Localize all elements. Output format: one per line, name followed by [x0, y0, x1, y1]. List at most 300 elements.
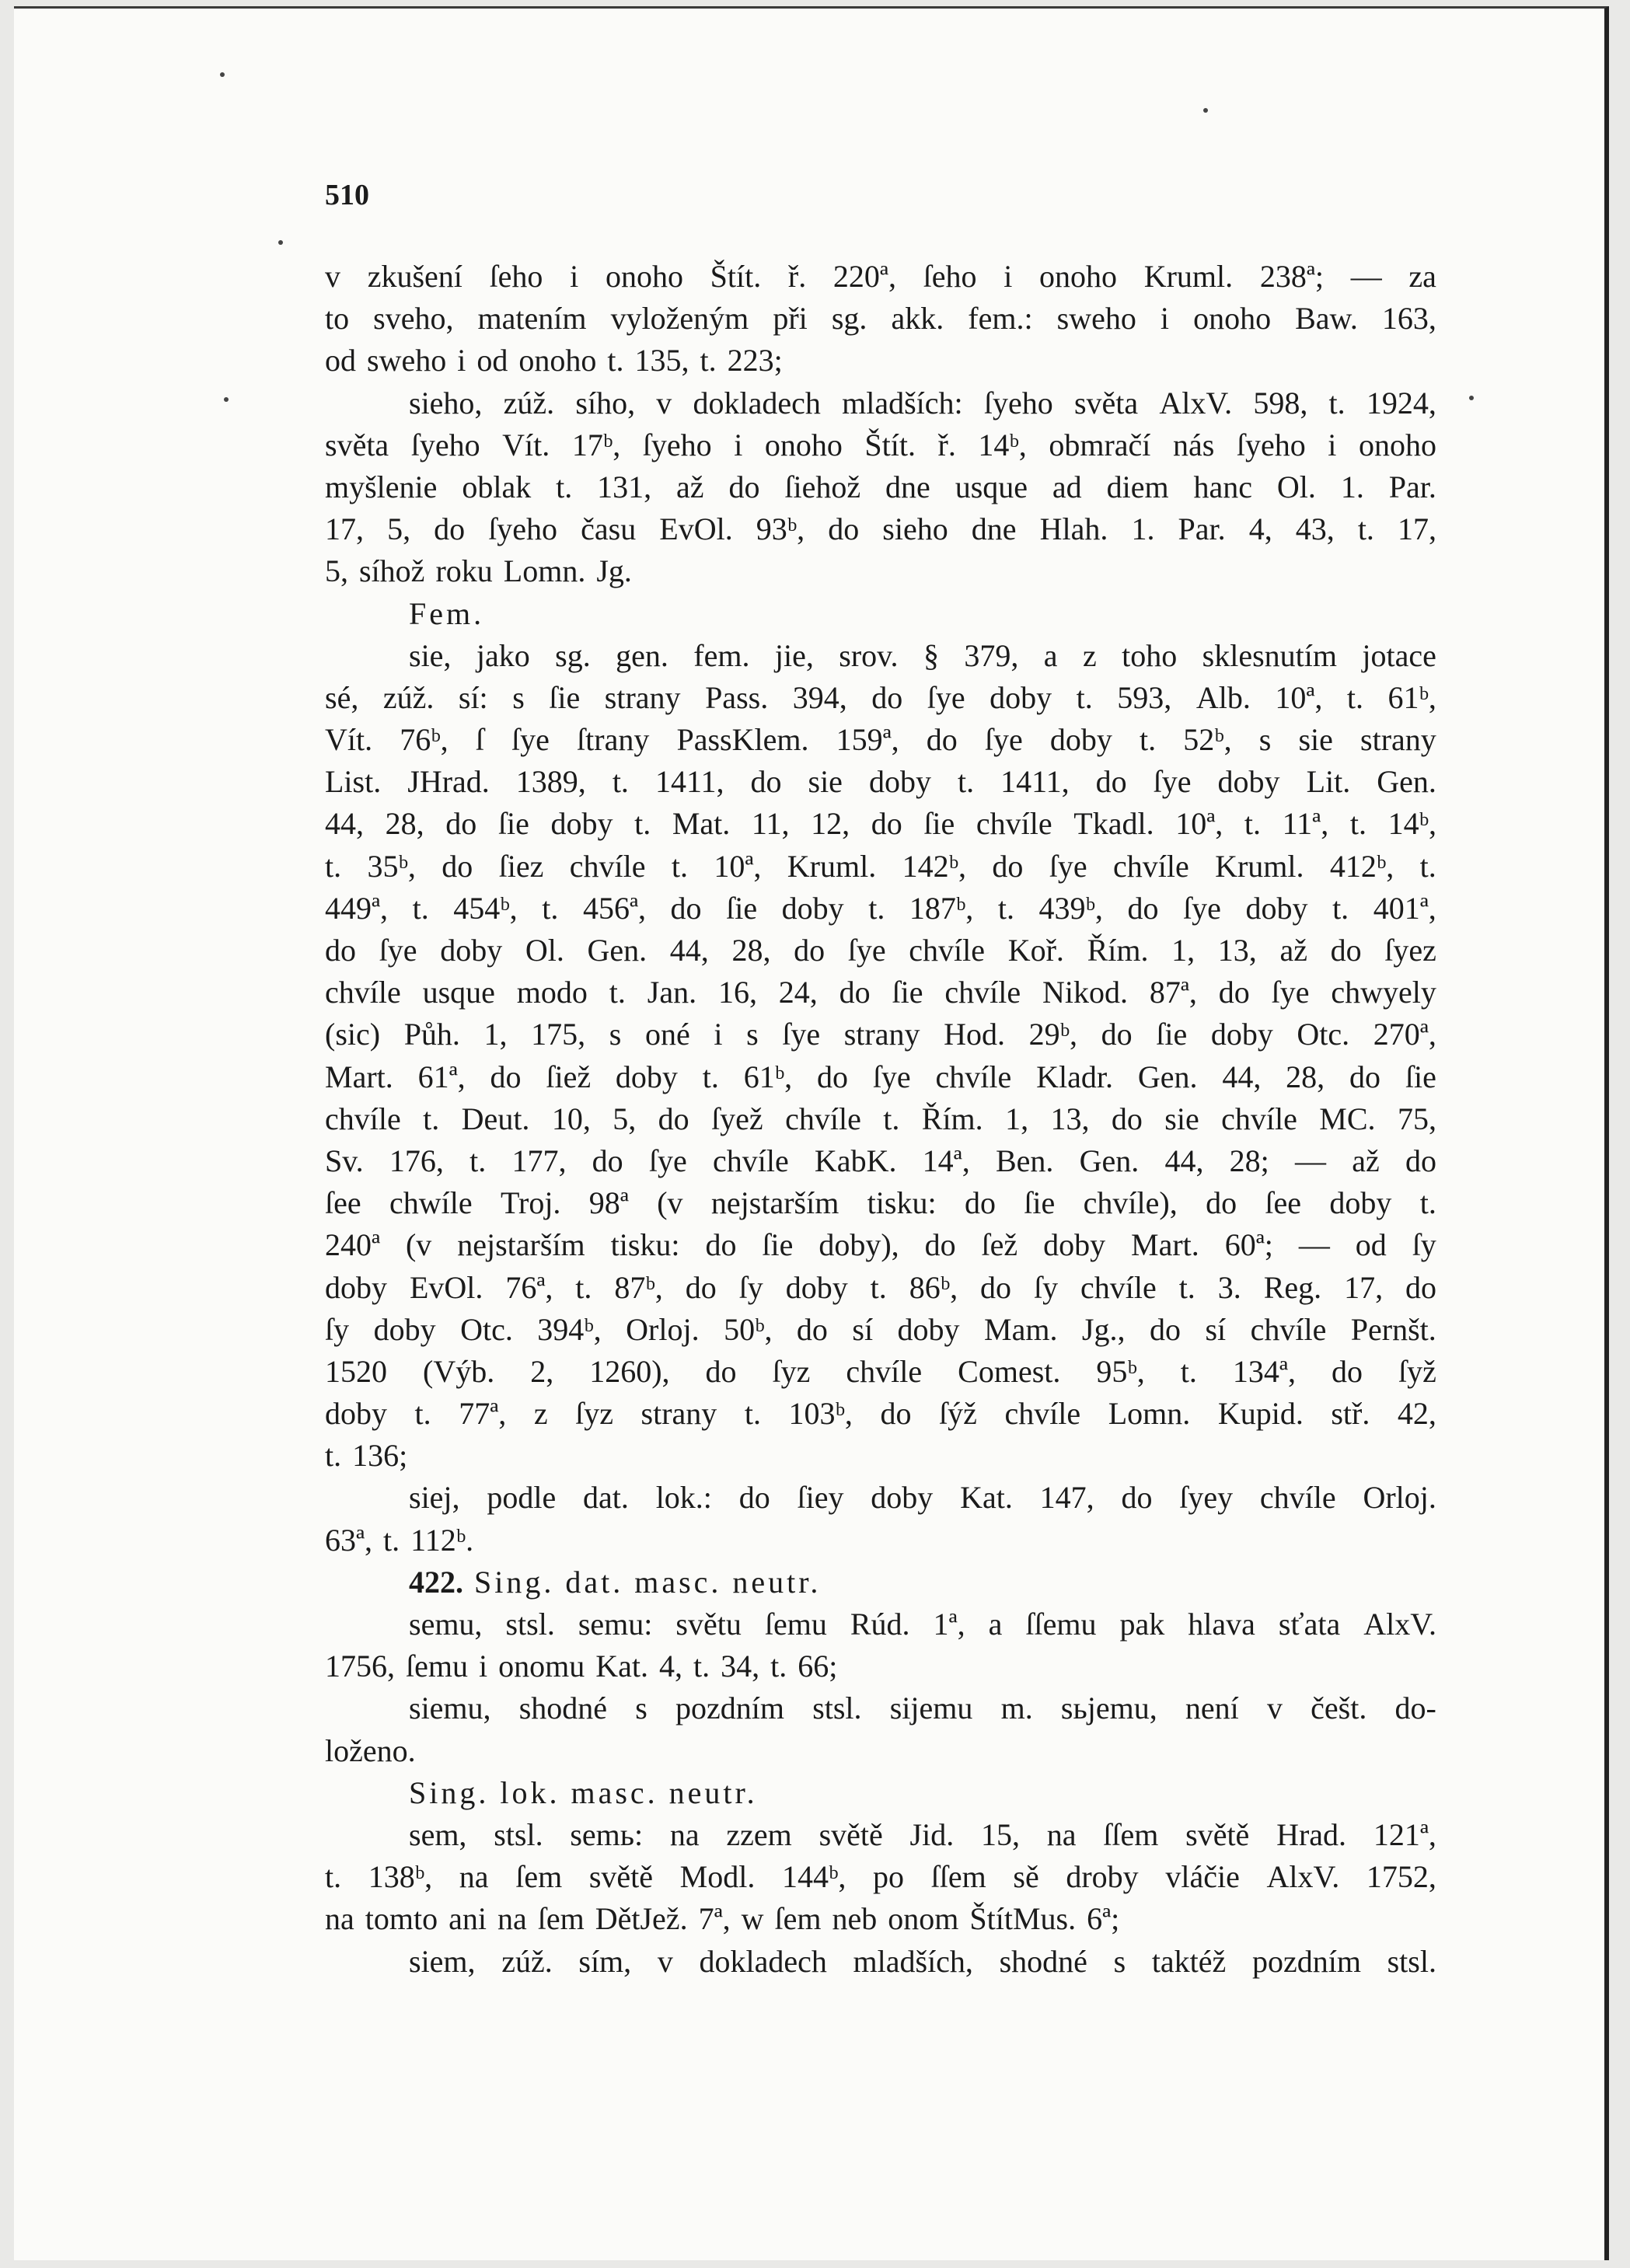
word: 44, [1164, 1143, 1204, 1178]
word: AlxV. [1266, 1859, 1340, 1895]
word: zkušení [367, 259, 462, 294]
word: 449ª, [325, 890, 389, 926]
word: 28; [1229, 1143, 1269, 1178]
word: onoho [1193, 301, 1272, 337]
word: t. [609, 975, 626, 1010]
word: doby [1245, 890, 1308, 926]
word: onoho [764, 427, 843, 462]
word: t. [1357, 511, 1374, 547]
word: ſyez [1384, 933, 1436, 968]
word: 412ᵇ, [1329, 848, 1394, 884]
word: Otc. [460, 1311, 513, 1347]
word: do [992, 848, 1024, 884]
word: Jg., [1081, 1311, 1126, 1347]
word: 598, [1253, 385, 1308, 420]
word: 1924, [1366, 385, 1436, 420]
word: usque [422, 975, 495, 1010]
word: t. [1419, 1185, 1436, 1221]
word: do [871, 806, 902, 842]
word: 1. [1131, 511, 1155, 547]
word: doby [1210, 1017, 1273, 1052]
text-line [325, 803, 1436, 845]
word: do [880, 1396, 912, 1432]
word: na [669, 1816, 700, 1852]
word: 1520 [325, 1353, 387, 1389]
word: sem, [409, 1816, 467, 1852]
word: 86ᵇ, [909, 1269, 958, 1305]
word: do [1206, 1185, 1237, 1221]
word: 134ª, [1232, 1353, 1296, 1389]
word: 93ᵇ, [756, 511, 805, 547]
word: Štít. [864, 427, 916, 462]
word: ſem [774, 1901, 822, 1937]
word: 454ᵇ, [453, 890, 518, 926]
word: fem. [693, 637, 750, 673]
word: chvíle [1250, 1311, 1327, 1347]
word: — [1295, 1143, 1327, 1178]
word: ſyeho [1236, 427, 1306, 462]
word: t. [883, 1101, 900, 1136]
word: sí [852, 1311, 874, 1347]
word: ſie [1156, 1017, 1188, 1052]
word: t. [1180, 1353, 1197, 1389]
word: do [685, 1269, 717, 1305]
word: chvíle [325, 1101, 401, 1136]
word: 35ᵇ, [367, 848, 416, 884]
text-line [325, 972, 1436, 1014]
word: stsl. [1387, 1943, 1436, 1979]
word: sklesnutím [1202, 637, 1337, 673]
word: 401ª, [1373, 890, 1436, 926]
word: 60ª; [1224, 1227, 1273, 1263]
word: 14ᵇ, [978, 427, 1027, 462]
word: ſee [1265, 1185, 1302, 1221]
word: ſie [497, 806, 529, 842]
word: do [442, 848, 473, 884]
word: chwyely [1331, 975, 1436, 1010]
word: 135, [634, 343, 689, 379]
word: siem, [409, 1943, 476, 1979]
word: ſye [1153, 764, 1192, 800]
word: ř. [787, 259, 807, 294]
word: do [1095, 764, 1127, 800]
word: lok.: [655, 1480, 712, 1516]
word: List. [325, 764, 382, 800]
word: t. [556, 469, 573, 504]
word: 63ª, [325, 1522, 373, 1558]
word: Otc. [1297, 1017, 1350, 1052]
word: ſſemu [1025, 1607, 1097, 1642]
word: 1411, [654, 764, 724, 800]
word: Mart. [1131, 1227, 1199, 1263]
word: 4, [659, 1649, 682, 1684]
word: — [1350, 259, 1382, 294]
word: chvíle [935, 1059, 1012, 1094]
word: ſy [325, 1311, 350, 1347]
word: stsl. [494, 1816, 543, 1852]
word: s [1113, 1943, 1126, 1979]
word: zúž. [503, 385, 555, 420]
word: 98ª [588, 1185, 629, 1221]
text-line [325, 1772, 1436, 1814]
word: sieho, [409, 385, 483, 420]
word: 15, [980, 1816, 1020, 1852]
word: z [1082, 637, 1097, 673]
word: Tkadl. [1073, 806, 1154, 842]
text-line [325, 635, 1436, 677]
text-line [325, 1603, 1436, 1645]
word: hanc [1193, 469, 1252, 504]
word: 1. [1340, 469, 1364, 504]
word: sí: [458, 679, 488, 715]
word: ŠtítMus. [969, 1901, 1077, 1937]
word: tisku: [867, 1185, 937, 1221]
word: do [964, 1185, 996, 1221]
word: do [658, 1101, 689, 1136]
word: t. [1244, 806, 1262, 842]
word: Kat. [595, 1649, 648, 1684]
word: Kruml. [1215, 848, 1304, 884]
word: KabK. [814, 1143, 897, 1178]
word: sie [808, 764, 843, 800]
word: světě [588, 1859, 654, 1895]
text-line [325, 593, 1436, 635]
word: semu: [578, 1607, 653, 1642]
word: sie, [409, 637, 452, 673]
word: ſye [782, 1017, 821, 1052]
word: 11ª, [1282, 806, 1329, 842]
word: Kruml. [787, 848, 877, 884]
word: ſem [515, 1859, 563, 1895]
word: do [1349, 1059, 1380, 1094]
word: t. [383, 1522, 400, 1558]
word: Modl. [679, 1859, 756, 1895]
word: 17, [1398, 511, 1436, 547]
word: ſyeho [983, 385, 1053, 420]
word: doby [440, 933, 503, 968]
word: chvíle), [1083, 1185, 1178, 1221]
subheading: Sing. lok. masc. neutr. [409, 1774, 758, 1810]
word: 1756, [325, 1649, 395, 1684]
word: až [676, 469, 704, 504]
word: t. [612, 764, 629, 800]
word: JHrad. [407, 764, 490, 800]
word: chvíle [1221, 1101, 1297, 1136]
word: gen. [616, 637, 668, 673]
word: do [750, 764, 782, 800]
word: 1ª, [933, 1607, 965, 1642]
word: do [1330, 933, 1362, 968]
word: do [670, 890, 702, 926]
word: (sic) [325, 1017, 381, 1052]
text-line [325, 1351, 1436, 1393]
word: t. [870, 1269, 887, 1305]
word: sweho [1056, 301, 1136, 337]
word: Hrad. [1276, 1816, 1347, 1852]
word: 147, [1039, 1480, 1094, 1516]
word: 1, [1171, 933, 1195, 968]
word: s [512, 679, 525, 715]
word: t. [702, 1059, 719, 1094]
word: sě [1013, 1859, 1039, 1895]
text-line [325, 1730, 1436, 1772]
word: světu [675, 1607, 742, 1642]
speck [224, 397, 229, 402]
word: na [459, 1859, 489, 1895]
word: ſiez [498, 848, 544, 884]
word: i [714, 1017, 723, 1052]
word: 10ª, [714, 848, 762, 884]
word: zúž. [501, 1943, 553, 1979]
word: ſeho [923, 259, 977, 294]
word: stsl. [505, 1607, 555, 1642]
text-line [325, 719, 1436, 761]
text-line [325, 1856, 1436, 1898]
word: onoho [605, 259, 683, 294]
word: jotace [1362, 637, 1436, 673]
word: Mat. [672, 806, 731, 842]
word: 24, [778, 975, 818, 1010]
word: ſyz [772, 1353, 811, 1389]
word: do [1405, 1143, 1436, 1178]
word: i [734, 427, 743, 462]
word: ſy [1033, 1269, 1059, 1305]
word: chvíle [909, 933, 986, 968]
word: t. [542, 890, 559, 926]
word: 10ª, [1175, 806, 1223, 842]
word: § [923, 637, 939, 673]
word: síhož [359, 553, 425, 589]
word: Gen. [1137, 1059, 1198, 1094]
word: Pernšt. [1350, 1311, 1436, 1347]
word: dne [971, 511, 1017, 547]
word: do [325, 933, 356, 968]
word: 44, [325, 806, 364, 842]
word: ſýž [939, 1396, 977, 1432]
word: 76ᵇ, [400, 722, 449, 758]
word: strany [604, 679, 681, 715]
word: Kladr. [1036, 1059, 1113, 1094]
word: 2, [530, 1353, 554, 1389]
word: do [1101, 1017, 1133, 1052]
word: sijemu [889, 1691, 973, 1726]
word: chvíle [944, 975, 1021, 1010]
word: 6ª; [1087, 1901, 1120, 1937]
word: Orloj. [626, 1311, 700, 1347]
word: 13, [1050, 1101, 1090, 1136]
word: t. [325, 1438, 342, 1474]
word: sьjemu, [1060, 1691, 1157, 1726]
word: Comest. [958, 1353, 1061, 1389]
word: 394ᵇ, [537, 1311, 602, 1347]
word: 28, [385, 806, 424, 842]
word: do [434, 511, 466, 547]
word: t. [1349, 806, 1366, 842]
text-line [325, 1182, 1436, 1224]
word: EvOl. [409, 1269, 483, 1305]
word: Ben. [995, 1143, 1054, 1178]
word: nejstarším [457, 1227, 585, 1263]
word: 175, [531, 1017, 586, 1052]
word: jako [476, 637, 530, 673]
word: chvíle [785, 1101, 861, 1136]
word: do [926, 722, 958, 758]
word: 1389, [515, 764, 586, 800]
word: doby [325, 1269, 387, 1305]
word: 4, [1248, 511, 1272, 547]
word: doby [785, 1269, 848, 1305]
word: s [1258, 722, 1272, 758]
speck [1469, 396, 1474, 400]
word: myšlenie [325, 469, 438, 504]
word: Jan. [647, 975, 697, 1010]
word: tomto [365, 1901, 438, 1937]
text-line [325, 1309, 1436, 1351]
word: 121ª, [1373, 1816, 1436, 1852]
word: t. [744, 1396, 761, 1432]
word: Vít. [325, 722, 373, 758]
word: 163, [1381, 301, 1436, 337]
word: ſyž [1398, 1353, 1436, 1389]
word: ſye [511, 722, 550, 758]
word: ſ [475, 722, 484, 758]
text-line [325, 930, 1436, 972]
word: t. [325, 848, 342, 884]
word: světě [1185, 1816, 1250, 1852]
word: a [988, 1607, 1003, 1642]
word: tisku: [610, 1227, 680, 1263]
word: 44, [669, 933, 709, 968]
word: do [1218, 975, 1250, 1010]
word: 17, [1344, 1269, 1384, 1305]
word: času [581, 511, 637, 547]
word: do [592, 1143, 623, 1178]
word: obmračí [1049, 427, 1151, 462]
word: i [570, 259, 579, 294]
word: do [1331, 1353, 1363, 1389]
word: dne [885, 469, 930, 504]
word: ſyež [711, 1101, 763, 1136]
word: světě [818, 1816, 883, 1852]
word: t. [634, 806, 651, 842]
word: ani [449, 1901, 487, 1937]
word: světa [325, 427, 389, 462]
word: podle [487, 1480, 557, 1516]
word: loženo. [325, 1732, 416, 1768]
text-line [325, 1898, 1436, 1940]
word: s [609, 1017, 622, 1052]
word: shodné [518, 1691, 608, 1726]
word: t. [325, 1859, 342, 1895]
word: sé, [325, 679, 359, 715]
word: t. [693, 1649, 710, 1684]
word: (v [657, 1185, 683, 1221]
word: 394, [792, 679, 847, 715]
word: i [457, 343, 466, 379]
word: mladších: [842, 385, 963, 420]
word: Kruml. [1143, 259, 1234, 294]
word: 112ᵇ. [410, 1522, 474, 1558]
text-line [325, 1267, 1436, 1309]
word: t. [671, 848, 688, 884]
word: a [1043, 637, 1058, 673]
word: Řím. [921, 1101, 983, 1136]
word: sveho, [373, 301, 454, 337]
text-line [325, 1393, 1436, 1435]
word: t. [868, 890, 885, 926]
word: Ol. [525, 933, 564, 968]
word: Hod. [944, 1017, 1005, 1052]
word: Mam. [984, 1311, 1058, 1347]
word: (v [405, 1227, 432, 1263]
word: MC. [1319, 1101, 1376, 1136]
word: chvíle [712, 1143, 789, 1178]
word: 17ᵇ, [571, 427, 621, 462]
word: ſſem [930, 1859, 986, 1895]
word: akk. [891, 301, 944, 337]
word: 10ª, [1275, 679, 1323, 715]
word: Gen. [587, 933, 647, 968]
word: nejstarším [710, 1185, 839, 1221]
word: ſyey [1179, 1480, 1234, 1516]
word: droby [1066, 1859, 1139, 1895]
word: t. [700, 343, 717, 379]
word: diem [1106, 469, 1169, 504]
book-page [14, 6, 1609, 2260]
word: do [1149, 1311, 1181, 1347]
page-text [325, 256, 1436, 1983]
word: chvíle [569, 848, 646, 884]
word: Jg. [596, 553, 632, 589]
text-line [325, 1224, 1436, 1266]
section-title: Sing. dat. masc. neutr. [474, 1564, 822, 1600]
text-line [325, 1014, 1436, 1055]
word: doby [550, 806, 613, 842]
word: v [325, 259, 340, 294]
word: t. [1140, 722, 1157, 758]
word: češt. [1311, 1691, 1367, 1726]
text-line [325, 466, 1436, 508]
word: světa [1073, 385, 1139, 420]
text-line [325, 508, 1436, 550]
word: doby [871, 1480, 934, 1516]
word: není [1185, 1691, 1239, 1726]
word: fem.: [968, 301, 1033, 337]
word: do [490, 1059, 522, 1094]
word: Hlah. [1039, 511, 1108, 547]
word: v [656, 385, 672, 420]
word: vláčie [1165, 1859, 1240, 1895]
word: doby [897, 1311, 960, 1347]
word: 238ª; [1259, 259, 1324, 294]
word: Mart. [325, 1059, 393, 1094]
word: pak [1119, 1607, 1165, 1642]
word: ſy [738, 1269, 763, 1305]
word: Kat. [960, 1480, 1013, 1516]
word: AlxV. [1363, 1607, 1436, 1642]
word: Sv. [325, 1143, 364, 1178]
word: 34, [721, 1649, 760, 1684]
word: ſye [847, 933, 886, 968]
word: chvíle [325, 975, 401, 1010]
word: ſyeho [642, 427, 712, 462]
word: doby [1329, 1185, 1392, 1221]
word: t. [1328, 385, 1346, 420]
word: do [828, 511, 860, 547]
word: 11, [751, 806, 790, 842]
word: na [497, 1901, 527, 1937]
word: 1, [483, 1017, 508, 1052]
